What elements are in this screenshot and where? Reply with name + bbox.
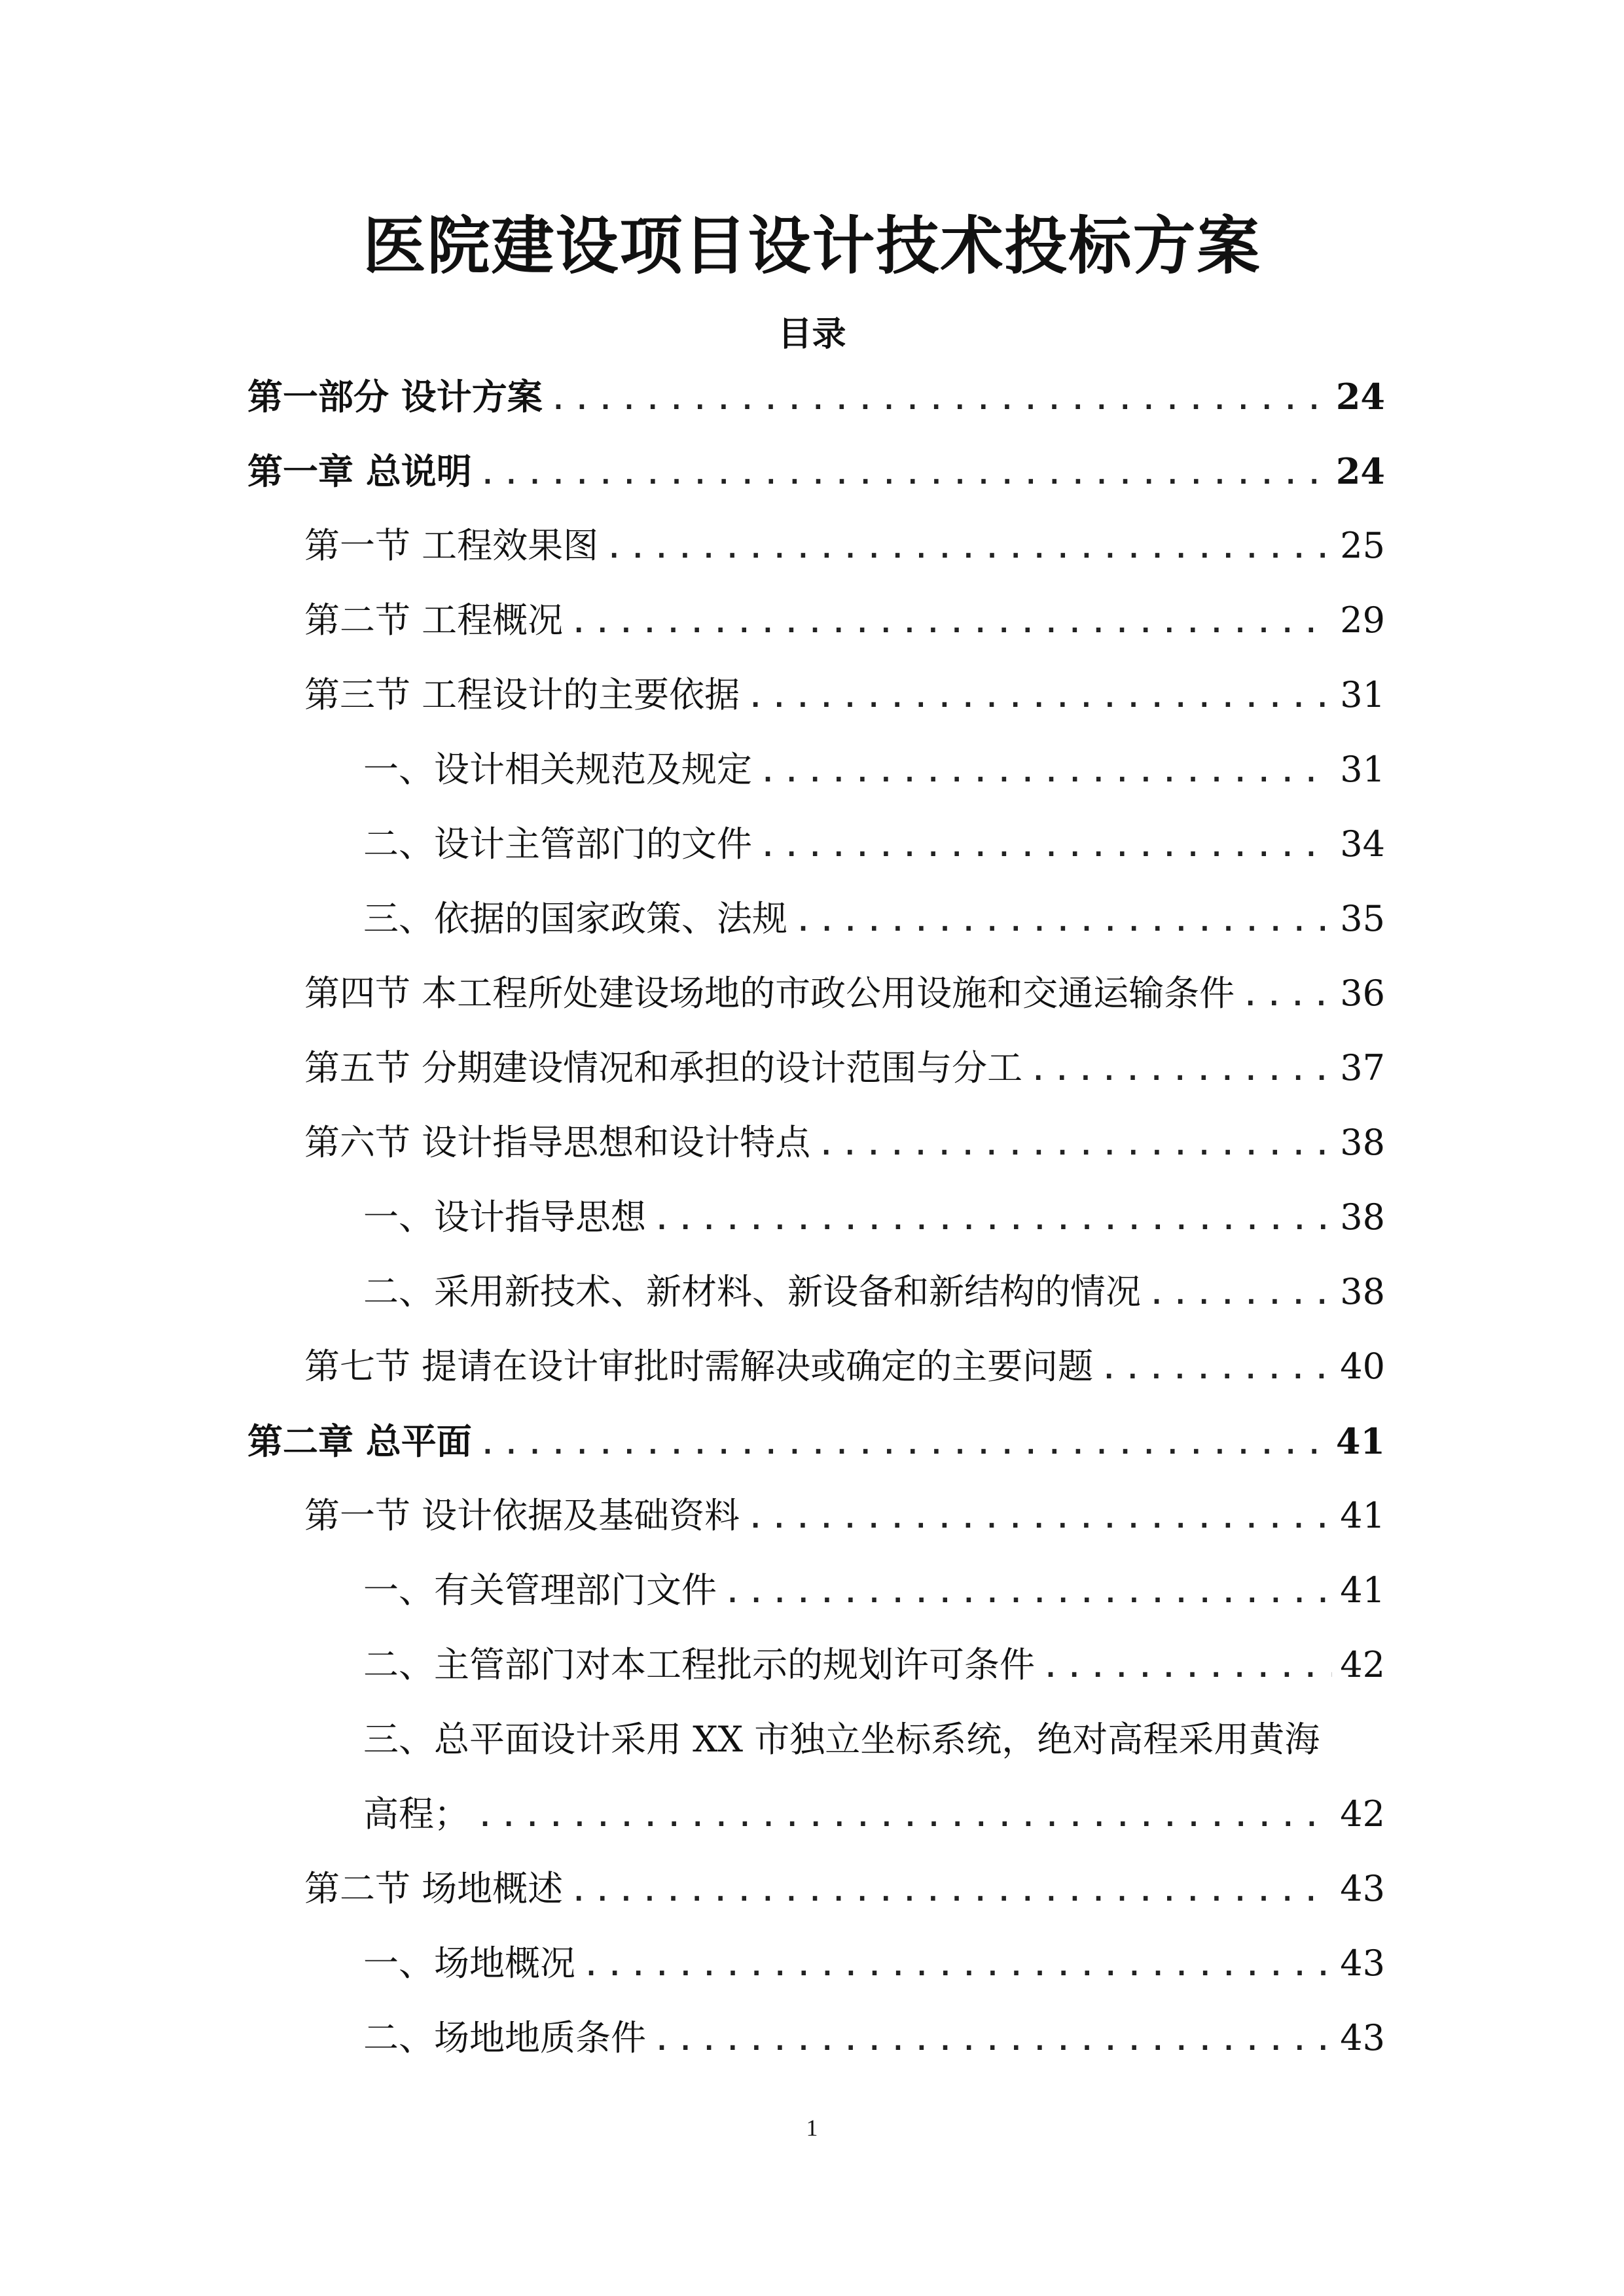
toc-entry-page: 31: [1340, 749, 1385, 790]
toc-entry[interactable]: [304, 1346, 1385, 1388]
toc-entry-page: 41: [1340, 1570, 1385, 1611]
toc-entry[interactable]: [363, 1644, 1385, 1687]
toc-entry-label: 第一章 总说明: [247, 450, 472, 492]
toc-dot-leader: [760, 757, 1332, 789]
toc-entry[interactable]: [363, 898, 1385, 941]
toc-entry-label: 第二节 场地概述: [304, 1868, 564, 1909]
toc-entry[interactable]: [304, 1122, 1385, 1164]
toc-entry-label: 二、设计主管部门的文件: [363, 823, 752, 865]
toc-entry[interactable]: [304, 674, 1385, 717]
toc-dot-leader: [1030, 1056, 1332, 1087]
toc-entry[interactable]: [363, 2017, 1385, 2060]
toc-dot-leader: [795, 906, 1332, 938]
toc-entry[interactable]: [247, 450, 1385, 493]
toc-entry-label: 二、场地地质条件: [363, 2017, 646, 2058]
toc-entry-page: 34: [1340, 823, 1385, 865]
toc-entry-label: 第四节 本工程所处建设场地的市政公用设施和交通运输条件: [304, 973, 1235, 1014]
toc-entry-page: 38: [1340, 1196, 1385, 1238]
toc-entry[interactable]: [363, 1570, 1385, 1612]
toc-entry-label: 第六节 设计指导思想和设计特点: [304, 1122, 811, 1163]
toc-entry[interactable]: [247, 1420, 1385, 1463]
toc-entry-page: 24: [1335, 376, 1385, 418]
toc-entry-label: 第三节 工程设计的主要依据: [304, 674, 740, 715]
toc-entry[interactable]: [304, 600, 1385, 642]
toc-entry-page: 25: [1340, 525, 1385, 566]
toc-entry-label: 三、总平面设计采用 XX 市独立坐标系统，绝对高程采用黄海: [363, 1719, 1320, 1760]
toc-dot-leader: [550, 385, 1328, 416]
toc-dot-leader: [748, 1503, 1332, 1535]
toc-dot-leader: [1242, 981, 1332, 1013]
toc-heading: 目录: [778, 314, 846, 354]
toc-dot-leader: [654, 2026, 1332, 2057]
toc-dot-leader: [760, 832, 1332, 863]
toc-entry-page: 38: [1340, 1271, 1385, 1312]
toc-entry-label: 二、主管部门对本工程批示的规划许可条件: [363, 1644, 1035, 1685]
toc-entry[interactable]: [363, 1943, 1385, 1985]
toc-dot-leader: [480, 459, 1328, 491]
toc-dot-leader: [725, 1578, 1332, 1609]
toc-entry-label: 第一节 设计依据及基础资料: [304, 1495, 740, 1536]
toc-entry-page: 35: [1340, 898, 1385, 939]
page-number: 1: [806, 2115, 818, 2141]
document-title: 医院建设项目设计技术投标方案: [363, 209, 1261, 283]
toc-entry-label: 三、依据的国家政策、法规: [363, 898, 787, 939]
toc-entry[interactable]: [363, 1271, 1385, 1314]
toc-entry-page: 38: [1340, 1122, 1385, 1163]
toc-entry-page: 42: [1340, 1793, 1385, 1835]
toc-entry[interactable]: [304, 1495, 1385, 1537]
toc-entry-label: 第一节 工程效果图: [304, 525, 599, 566]
toc-entry-page: 43: [1340, 1943, 1385, 1984]
toc-entry-label: 一、场地概况: [363, 1943, 575, 1984]
toc-entry-page: 42: [1340, 1644, 1385, 1685]
toc-entry-page: 40: [1340, 1346, 1385, 1387]
toc-entry-page: 41: [1340, 1495, 1385, 1536]
toc-dot-leader: [571, 1876, 1332, 1908]
toc-entry[interactable]: [304, 525, 1385, 567]
toc-entry-label: 一、设计相关规范及规定: [363, 749, 752, 790]
toc-entry-page: 43: [1340, 2017, 1385, 2058]
toc-dot-leader: [654, 1205, 1332, 1236]
toc-entry-label: 一、设计指导思想: [363, 1196, 646, 1238]
toc-entry-label: 第五节 分期建设情况和承担的设计范围与分工: [304, 1047, 1023, 1088]
toc-entry[interactable]: [363, 1196, 1385, 1239]
toc-entry-page: 43: [1340, 1868, 1385, 1909]
toc-dot-leader: [477, 1802, 1332, 1833]
toc-entry[interactable]: [304, 973, 1385, 1015]
toc-entry[interactable]: [363, 749, 1385, 791]
toc-entry[interactable]: [304, 1047, 1385, 1090]
toc-entry-label: 第一部分 设计方案: [247, 376, 543, 418]
toc-entry-label: 高程；: [363, 1793, 469, 1835]
toc-entry-page: 37: [1340, 1047, 1385, 1088]
toc-dot-leader: [480, 1429, 1328, 1461]
toc-entry-continuation[interactable]: [363, 1793, 1385, 1836]
toc-dot-leader: [606, 533, 1332, 565]
toc-entry-label: 二、采用新技术、新材料、新设备和新结构的情况: [363, 1271, 1141, 1312]
toc-dot-leader: [748, 683, 1332, 714]
toc-dot-leader: [571, 608, 1332, 639]
toc-entry[interactable]: [363, 1719, 1385, 1761]
toc-entry-page: 41: [1335, 1420, 1385, 1462]
toc-entry[interactable]: [363, 823, 1385, 866]
toc-dot-leader: [1101, 1354, 1332, 1386]
toc-dot-leader: [1149, 1280, 1332, 1311]
toc-entry-label: 第七节 提请在设计审批时需解决或确定的主要问题: [304, 1346, 1094, 1387]
toc-entry-page: 24: [1335, 450, 1385, 492]
toc-entry-label: 第二节 工程概况: [304, 600, 564, 641]
toc-entry[interactable]: [304, 1868, 1385, 1910]
toc-entry-label: 一、有关管理部门文件: [363, 1570, 717, 1611]
toc-entry-label: 第二章 总平面: [247, 1420, 472, 1462]
toc-entry-page: 29: [1340, 600, 1385, 641]
toc-dot-leader: [818, 1130, 1332, 1162]
toc-dot-leader: [583, 1951, 1332, 1982]
toc-entry-page: 36: [1340, 973, 1385, 1014]
toc-entry[interactable]: [247, 376, 1385, 418]
toc-dot-leader: [1043, 1653, 1332, 1684]
toc-entry-page: 31: [1340, 674, 1385, 715]
